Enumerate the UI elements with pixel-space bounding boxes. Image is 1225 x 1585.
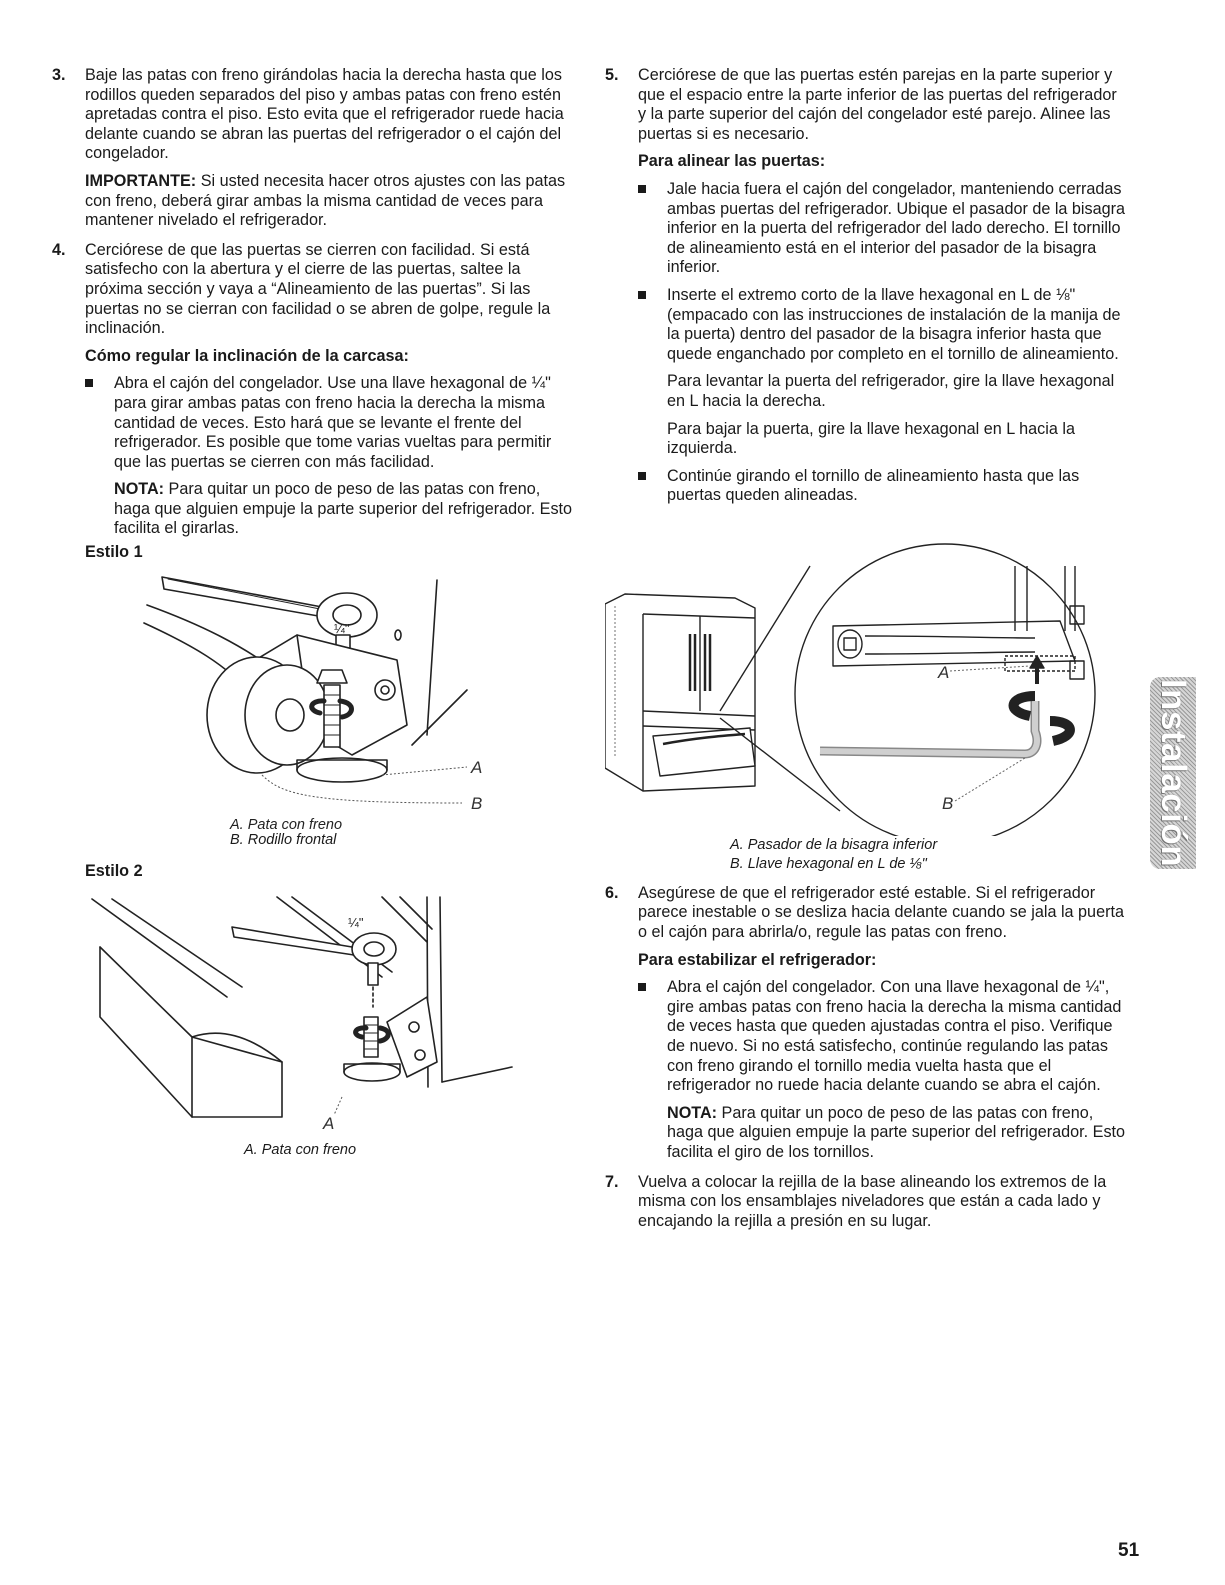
bullet-list — [638, 978, 1127, 1096]
style-1-fraction-label: ¼" — [334, 620, 350, 636]
note-text: Para quitar un poco de peso de las patas con freno, haga que alguien empuje la parte superior del refrigerador. Esto facilita el girarlas. — [114, 480, 573, 538]
note-label: NOTA: — [114, 480, 165, 499]
section-side-tab — [1150, 677, 1196, 869]
bullet-list — [85, 374, 574, 472]
style-2-heading: Estilo 2 — [85, 861, 143, 880]
door-alignment-illustration — [605, 506, 1127, 836]
left-column — [52, 66, 574, 1160]
style-1-illustration — [52, 565, 574, 833]
step-6 — [605, 884, 1127, 1163]
step-text: Asegúrese de que el refrigerador esté estable. Si el refrigerador parece inestable o se desliza hacia delante cuando se jala la puerta o el cajón para abrirla/o, regule las patas con freno. — [638, 883, 1124, 942]
bullet-item: Inserte el extremo corto de la llave hexagonal en L de ⅛" (empacado con las instrucciones de instalación de la manija de la puerta) dentro del pasador de la bisagra inferior hasta que quede enganchado por completo en el tornillo de alineamiento. — [638, 286, 1127, 364]
note — [638, 1104, 1127, 1163]
step-text: Cerciórese de que las puertas estén parejas en la parte superior y que el espacio entre la parte inferior de las puertas del refrigerador y la parte superior del cajón del congelador esté parejo. Alinee las puertas si es necesario. — [638, 66, 1117, 143]
bullet-item: Jale hacia fuera el cajón del congelador, manteniendo cerradas ambas puertas del refrigerador. Ubique el pasador de la bisagra inferior en la puerta del refrigerador del lado derecho. El tornillo de alineamiento está en el interior del pasador de la bisagra inferior. — [638, 180, 1127, 278]
callout-b: B — [942, 793, 954, 813]
style-1-caption-b: B. Rodillo frontal — [230, 831, 337, 848]
step-number: 4. — [52, 240, 66, 259]
callout-a: A — [471, 757, 483, 777]
important-text: Si usted necesita hacer otros ajustes con las patas con freno, deberá girar ambas la misma cantidad de veces para mantener nivelado el refrigerador. — [85, 171, 566, 230]
callout-a: A — [323, 1114, 335, 1134]
section-subheading: Para alinear las puertas: — [638, 152, 826, 171]
callout-a: A — [938, 662, 950, 682]
page-number: 51 — [1118, 1540, 1140, 1561]
bullet-item: Abra el cajón del congelador. Con una llave hexagonal de ¼", gire ambas patas con freno hacia la derecha la misma cantidad de veces hasta que queden ajustadas contra el piso. Verifique de nuevo. Si no está satisfecho, continúe regulando las patas con freno girando el tornillo media vuelta hasta que el refrigerador no ruede hacia delante cuando se abra el cajón. — [638, 978, 1127, 1096]
step-number: 7. — [605, 1172, 619, 1191]
style-1-caption-a: A. Pata con freno — [230, 816, 343, 833]
style-2-illustration — [52, 887, 574, 1137]
bullet-item: Continúe girando el tornillo de alineamiento hasta que las puertas queden alineadas. — [638, 467, 1127, 506]
bullet-item: Abra el cajón del congelador. Use una llave hexagonal de ¼" para girar ambas patas con freno hacia la derecha la misma cantidad de veces. Esto hará que se levante el frente del refrigerador. Es posible que tome varias vueltas para permitir que las puertas se cierren con más facilidad. — [85, 374, 574, 472]
style-2-caption-a: A. Pata con freno — [244, 1142, 357, 1159]
step-number: 3. — [52, 66, 66, 84]
style-1-heading: Estilo 1 — [85, 543, 143, 562]
step-5 — [605, 66, 1127, 506]
step-4 — [52, 241, 574, 539]
section-subheading: Cómo regular la inclinación de la carcasa: — [85, 346, 409, 365]
sub-paragraph: Para levantar la puerta del refrigerador, gire la llave hexagonal en L hacia la derecha. — [667, 372, 1115, 410]
style-2-fraction-label: ¼" — [348, 915, 364, 931]
figure-caption-b: B. Llave hexagonal en L de ⅛" — [730, 855, 927, 872]
step-number: 6. — [605, 883, 619, 902]
important-label: IMPORTANTE: — [85, 171, 197, 190]
step-3 — [52, 66, 574, 231]
right-column — [605, 66, 1127, 1241]
callout-b: B — [471, 793, 483, 813]
important-note — [85, 172, 574, 231]
section-subheading: Para estabilizar el refrigerador: — [638, 950, 877, 969]
bullet-list — [638, 180, 1127, 364]
step-text: Cerciórese de que las puertas se cierren con facilidad. Si está satisfecho con la abertura y el cierre de las puertas, saltee la próxima sección y vaya a “Alineamiento de las puertas”. Si las puertas no se cierran con facilidad o se abren de golpe, regule la inclinación. — [85, 240, 551, 338]
step-text: Baje las patas con freno girándolas hacia la derecha hasta que los rodillos queden separados del piso y ambas patas con freno estén apretadas contra el piso. Esto evita que el refrigerador ruede hacia delante cuando se abran las puertas del refrigerador o el cajón del congelador. — [85, 66, 564, 163]
step-text: Vuelva a colocar la rejilla de la base alineando los extremos de la misma con los ensamblajes niveladores que están a cada lado y encajando la rejilla a presión en su lugar. — [638, 1172, 1107, 1230]
step-number: 5. — [605, 66, 619, 84]
figure-caption-a: A. Pasador de la bisagra inferior — [730, 836, 938, 853]
step-7 — [605, 1173, 1127, 1232]
side-tab-label: Instalación — [1154, 678, 1193, 868]
bullet-list — [638, 467, 1127, 506]
note — [85, 480, 574, 539]
note-text: Para quitar un poco de peso de las patas con freno, haga que alguien empuje la parte superior del refrigerador. Esto facilita el giro de los tornillos. — [667, 1103, 1126, 1161]
note-label: NOTA: — [667, 1103, 718, 1122]
sub-paragraph: Para bajar la puerta, gire la llave hexagonal en L hacia la izquierda. — [667, 419, 1075, 458]
